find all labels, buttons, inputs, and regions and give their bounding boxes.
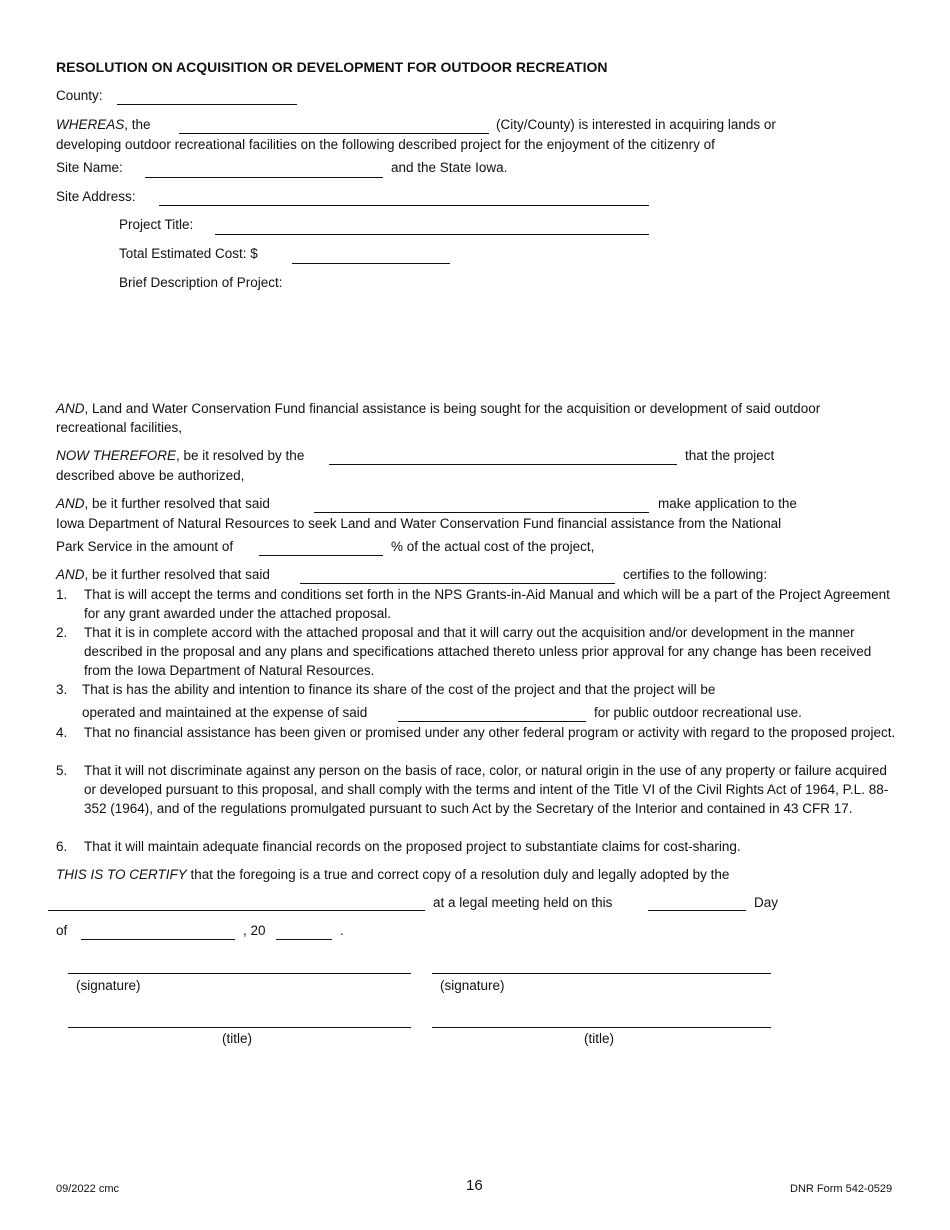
item-4-number: 4.	[56, 725, 68, 740]
and3-lead: AND	[56, 567, 85, 582]
and1-line2: recreational facilities,	[56, 420, 183, 435]
and1-line1	[56, 401, 820, 417]
city-county-field[interactable]	[179, 133, 489, 134]
item-3-number: 3.	[56, 682, 68, 697]
item-2-text: That it is in complete accord with the attached proposal and that it will carry out the acquisition and/or development in the manner described in the proposal and any plans and specifications attached thereto unless prior approval for any change has been received from the Iowa Department of Natural Resources.	[84, 625, 872, 678]
and1-rest: , Land and Water Conservation Fund financial assistance is being sought for the acquisition or development of said outdoor	[84, 401, 821, 416]
and2-rest: , be it further resolved that said	[84, 496, 270, 511]
whereas-line2: developing outdoor recreational facilities on the following described project for the enjoyment of the citizenry of	[56, 137, 715, 152]
whereas-the: , the	[124, 117, 151, 132]
now-therefore-rest: , be it resolved by the	[176, 448, 305, 463]
resolving-body-field[interactable]	[329, 464, 677, 465]
of-label: of	[56, 923, 68, 938]
year-field[interactable]	[276, 939, 332, 940]
item-5-number: 5.	[56, 763, 68, 778]
county-field[interactable]	[117, 104, 297, 105]
signature-label-left: (signature)	[76, 978, 141, 993]
item-3-line2-start: operated and maintained at the expense of said	[82, 705, 368, 720]
footer-date: 09/2022 cmc	[56, 1183, 119, 1195]
and3-line1	[56, 567, 270, 583]
state-text: and the State Iowa.	[391, 160, 508, 175]
day-label: Day	[754, 895, 779, 910]
site-name-label: Site Name:	[56, 160, 123, 175]
certify-lead: THIS IS TO CERTIFY	[56, 867, 187, 882]
and2-lead: AND	[56, 496, 85, 511]
item-6-number: 6.	[56, 839, 68, 854]
now-therefore-lead: NOW THEREFORE	[56, 448, 176, 463]
title-label-right: (title)	[584, 1031, 614, 1046]
signature-field-left[interactable]	[68, 973, 411, 974]
signature-label-right: (signature)	[440, 978, 505, 993]
county-label: County:	[56, 88, 103, 103]
total-cost-label: Total Estimated Cost: $	[119, 246, 258, 261]
project-title-field[interactable]	[215, 234, 649, 235]
item-3-line2-end: for public outdoor recreational use.	[594, 705, 802, 720]
whereas-lead: WHEREAS	[56, 117, 125, 132]
now-therefore-line1	[56, 448, 304, 464]
and2-line1	[56, 496, 270, 512]
certifying-body-field[interactable]	[300, 583, 615, 584]
signature-field-right[interactable]	[432, 973, 771, 974]
meeting-text: at a legal meeting held on this	[433, 895, 613, 910]
whereas-after-blank: (City/County) is interested in acquiring lands or	[496, 117, 776, 132]
percent-field[interactable]	[259, 555, 383, 556]
now-therefore-line2: described above be authorized,	[56, 468, 245, 483]
title-field-left[interactable]	[68, 1027, 411, 1028]
site-name-field[interactable]	[145, 177, 383, 178]
month-field[interactable]	[81, 939, 235, 940]
and3-after-blank: certifies to the following:	[623, 567, 768, 582]
item-5-text: That it will not discriminate against any person on the basis of race, color, or natural origin in the use of any property or failure acquired or developed pursuant to this proposal, and shall comply with the terms and intent of the Title VI of the Civil Rights Act of 1964, P.L. 88-352 (1964), and of the regulations promulgated pursuant to such Act by the Secretary of the Interior and contained in 43 CFR 17.	[84, 763, 889, 816]
certify-rest: that the foregoing is a true and correct copy of a resolution duly and legally adopted by the	[186, 867, 730, 882]
and2-line3-start: Park Service in the amount of	[56, 539, 234, 554]
day-field[interactable]	[648, 910, 746, 911]
period: .	[340, 923, 344, 938]
title-field-right[interactable]	[432, 1027, 771, 1028]
and2-after-blank: make application to the	[658, 496, 797, 511]
total-cost-field[interactable]	[292, 263, 450, 264]
year-prefix: , 20	[243, 923, 266, 938]
item-3-line1: That is has the ability and intention to finance its share of the cost of the project and that the project will be	[82, 682, 716, 697]
adopting-body-field[interactable]	[48, 910, 425, 911]
brief-description-label: Brief Description of Project:	[119, 275, 283, 290]
and3-rest: , be it further resolved that said	[84, 567, 270, 582]
item-6-text: That it will maintain adequate financial records on the proposed project to substantiate claims for cost-sharing.	[84, 839, 741, 854]
and2-line2: Iowa Department of Natural Resources to seek Land and Water Conservation Fund financial assistance from the National	[56, 516, 782, 531]
item-1-number: 1.	[56, 587, 68, 602]
and2-line3-end: % of the actual cost of the project,	[391, 539, 595, 554]
certify-line	[56, 867, 729, 883]
project-title-label: Project Title:	[119, 217, 194, 232]
applicant-field[interactable]	[314, 512, 649, 513]
whereas-line1	[56, 117, 151, 133]
item-2-number: 2.	[56, 625, 68, 640]
site-address-field[interactable]	[159, 205, 649, 206]
form-number: DNR Form 542-0529	[790, 1183, 893, 1195]
title-label-left: (title)	[222, 1031, 252, 1046]
site-address-label: Site Address:	[56, 189, 136, 204]
page-title: RESOLUTION ON ACQUISITION OR DEVELOPMENT FOR OUTDOOR RECREATION	[56, 59, 608, 75]
and1-lead: AND	[56, 401, 85, 416]
page-number: 16	[466, 1177, 483, 1194]
maintaining-body-field[interactable]	[398, 721, 586, 722]
item-1-text: That is will accept the terms and conditions set forth in the NPS Grants-in-Aid Manual and which will be a part of the Project Agreement for any grant awarded under the attached proposal.	[84, 587, 890, 621]
item-4-text: That no financial assistance has been given or promised under any other federal program or activity with regard to the proposed project.	[84, 725, 896, 740]
now-therefore-after-blank: that the project	[685, 448, 775, 463]
